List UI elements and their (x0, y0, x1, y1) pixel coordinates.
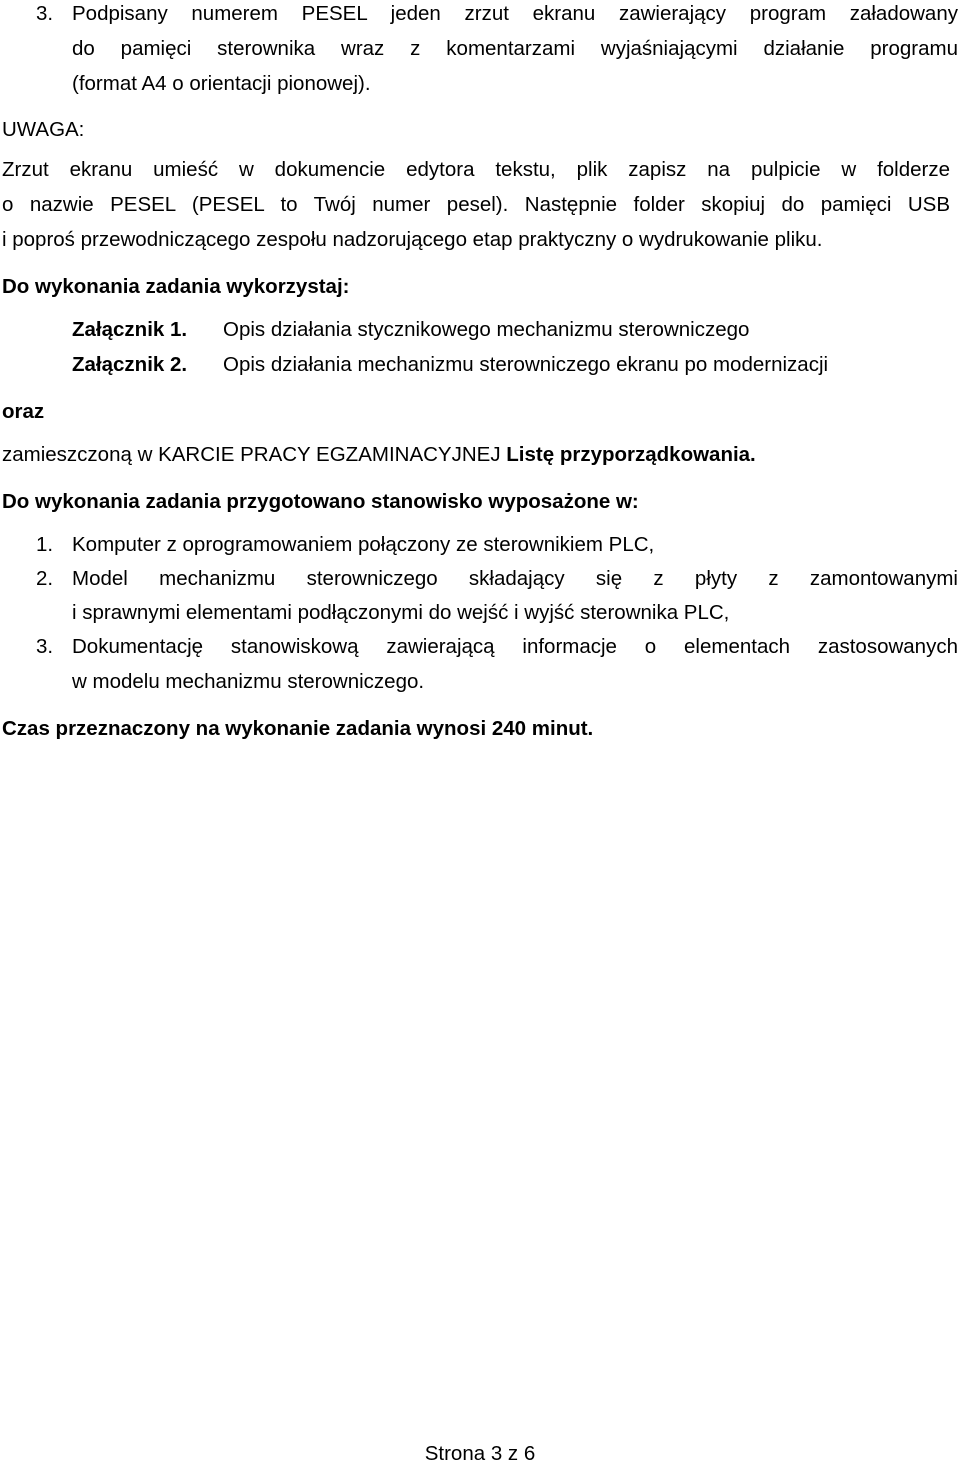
equipment-item-2-number: 2. (36, 567, 54, 590)
equipment-item-3-line-1: Dokumentację stanowiskową zawierającą informacje o elementach zastosowanych (72, 635, 958, 658)
item-3-line-3: (format A4 o orientacji pionowej). (72, 72, 371, 95)
uwaga-heading: UWAGA: (2, 118, 85, 141)
list-sentence-prefix: zamieszczoną w KARCIE PRACY EGZAMINACYJNEJ (2, 443, 507, 466)
time-statement: Czas przeznaczony na wykonanie zadania wynosi 240 minut. (2, 717, 594, 740)
uwaga-line-3: i poproś przewodniczącego zespołu nadzorującego etap praktyczny o wydrukowanie pliku. (2, 228, 823, 251)
equipment-item-3-line-2: w modelu mechanizmu sterowniczego. (72, 670, 425, 693)
page-number-footer: Strona 3 z 6 (424, 1442, 536, 1465)
uwaga-line-2: o nazwie PESEL (PESEL to Twój numer pesel). Następnie folder skopiuj do pamięci USB (2, 193, 950, 216)
equipment-item-1-number: 1. (36, 533, 54, 556)
item-3-line-1: Podpisany numerem PESEL jeden zrzut ekranu zawierający program załadowany (72, 2, 958, 25)
equipment-item-2-line-1: Model mechanizmu sterowniczego składający się z płyty z zamontowanymi (72, 567, 958, 590)
equipment-item-3-number: 3. (36, 635, 54, 658)
item-3-number: 3. (36, 2, 54, 25)
equipment-heading: Do wykonania zadania przygotowano stanowisko wyposażone w: (2, 490, 639, 513)
equipment-item-1-line-1: Komputer z oprogramowaniem połączony ze sterownikiem PLC, (72, 533, 655, 556)
uwaga-line-1: Zrzut ekranu umieść w dokumencie edytora tekstu, plik zapisz na pulpicie w folderze (2, 158, 950, 181)
list-sentence (2, 443, 756, 467)
use-heading: Do wykonania zadania wykorzystaj: (2, 275, 350, 298)
attachment-1-text: Opis działania stycznikowego mechanizmu sterowniczego (223, 318, 750, 341)
equipment-item-2-line-2: i sprawnymi elementami podłączonymi do wejść i wyjść sterownika PLC, (72, 601, 730, 624)
attachment-2-text: Opis działania mechanizmu sterowniczego ekranu po modernizacji (223, 353, 829, 376)
attachment-2-label: Załącznik 2. (72, 353, 188, 376)
list-sentence-bold: Listę przyporządkowania. (506, 443, 756, 466)
oraz-word: oraz (2, 400, 45, 423)
item-3-line-2: do pamięci sterownika wraz z komentarzami wyjaśniającymi działanie programu (72, 37, 958, 60)
attachment-1-label: Załącznik 1. (72, 318, 188, 341)
